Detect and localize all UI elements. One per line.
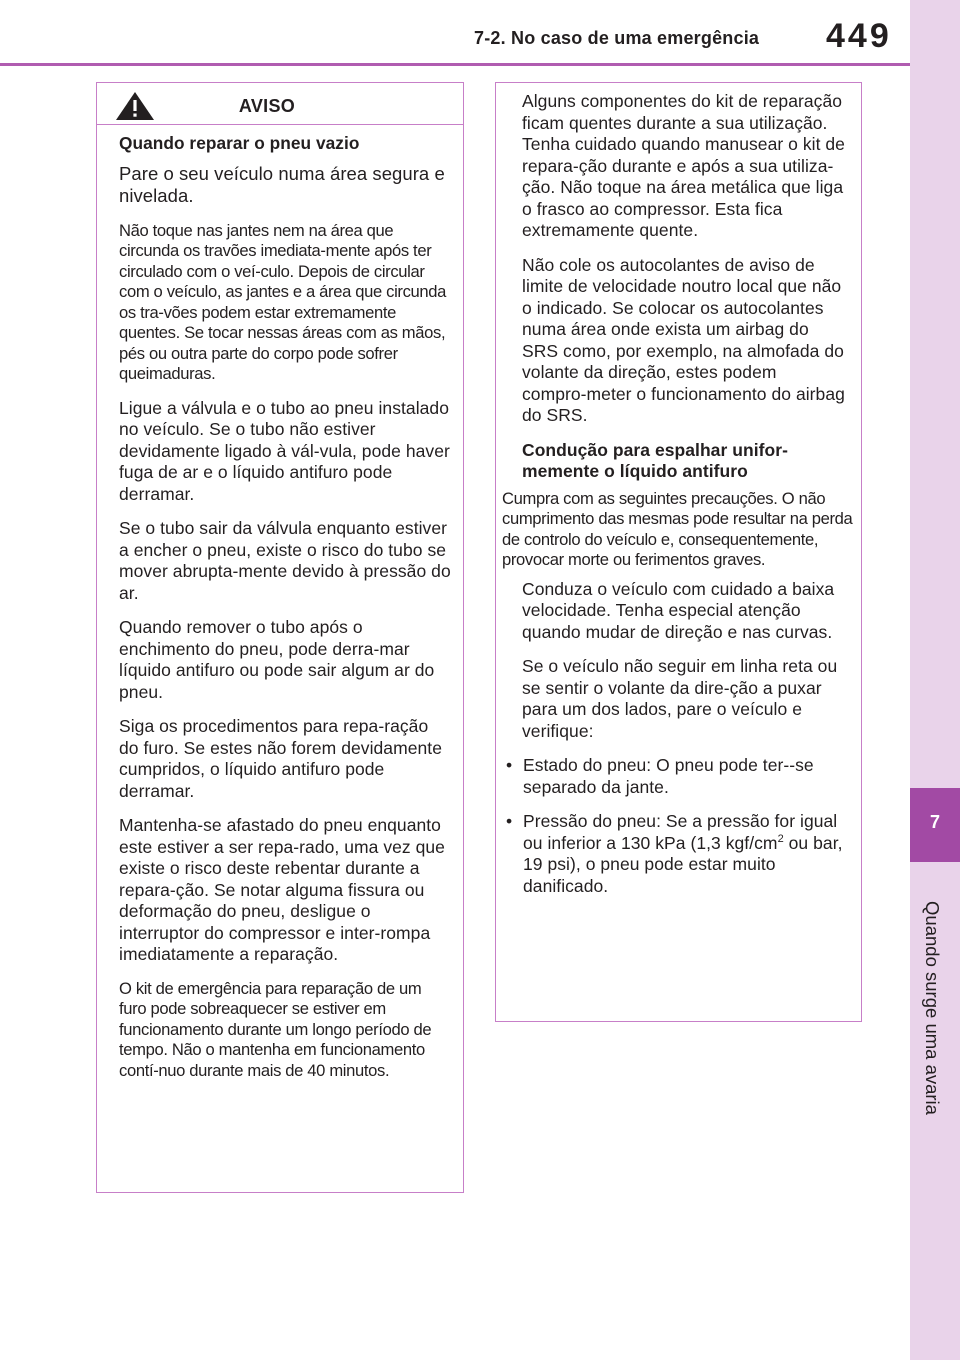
warning-paragraph: Não toque nas jantes nem na área que circunda os travões imediata-mente após ter circulado com o veí-culo. Depois de circular com o veículo, as jantes e a área que circunda os tra-vões podem estar extremamente quentes. Se tocar nessas áreas com as mãos, pés ou outra parte do corpo pode sofrer queimaduras.: [119, 220, 447, 383]
warning-paragraph: Se o tubo sair da válvula enquanto estiver a encher o pneu, existe o risco do tubo se mover abrupta-mente devido à pressão do ar.: [119, 518, 451, 603]
warning-box-continued: [495, 82, 862, 1022]
page-number: 449: [826, 17, 892, 55]
bullet-text: Pressão do pneu: Se a pressão for igual ou inferior a 130 kPa (1,3 kgf/cm: [523, 811, 838, 853]
bullet-item: [496, 811, 861, 897]
warning-header: [97, 83, 463, 125]
warning-paragraph: Pare o seu veículo numa área segura e nivelada.: [119, 162, 445, 206]
chapter-number: 7: [929, 812, 940, 832]
driving-paragraph: Se o veículo não seguir em linha reta ou se sentir o volante da dire-ção a puxar para um dos lados, pare o veículo e verifique:: [522, 656, 838, 741]
warning-box: [96, 82, 464, 1193]
warning-triangle-icon: [115, 91, 155, 121]
section-title: 7-2. No caso de uma emergência: [474, 28, 760, 48]
warning-paragraph: Mantenha-se afastado do pneu enquanto este estiver a ser repa-rado, uma vez que existe o risco deste rebentar durante a repara-ção. Se notar alguma fissura ou deformação do pneu, desligue o interruptor do compressor e inter-rompa imediatamente a reparação.: [119, 815, 445, 964]
header-rule: [0, 63, 910, 66]
page-header: [0, 0, 960, 68]
continued-paragraph: Não cole os autocolantes de aviso de limite de velocidade noutro local que não o indicado. Se colocar os autocolantes numa área onde exista um airbag do SRS como, por exemplo, na almofada do volante da direção, estes podem compro-meter o funcionamento do airbag do SRS.: [522, 254, 845, 425]
continued-paragraph: Alguns componentes do kit de reparação ficam quentes durante a sua utilização. Tenha cuidado quando manusear o kit de repara-ção durante e após a sua utiliza-ção. Não toque na área metálica que liga o frasco ao compressor. Esta fica extremamente quente.: [522, 91, 845, 240]
bullet-text: Estado do pneu: O pneu pode ter--se separado da jante.: [523, 755, 814, 797]
chapter-tab: [910, 788, 960, 862]
driving-intro: Cumpra com as seguintes precauções. O não cumprimento das mesmas pode resultar na perda de controlo do veículo e, consequentemente, provocar morte ou ferimentos graves.: [502, 488, 853, 569]
warning-body: [119, 133, 451, 1094]
warning-label: AVISO: [238, 96, 296, 116]
warning-paragraph: Ligue a válvula e o tubo ao pneu instalado no veículo. Se o tubo não estiver devidamente ligado à vál-vula, pode haver fuga de ar e o líquido antifuro pode derramar.: [119, 397, 450, 504]
driving-subtitle: Condução para espalhar unifor-memente o líquido antifuro: [522, 439, 788, 481]
chapter-title: Quando surge uma avaria: [922, 901, 943, 1115]
warning-paragraph: Siga os procedimentos para repa-ração do furo. Se estes não forem devidamente cumpridos, o líquido antifuro pode derramar.: [119, 716, 442, 801]
superscript: 2: [777, 832, 784, 845]
bullet-mark: •: [506, 811, 513, 831]
warning-paragraph: Quando remover o tubo após o enchimento do pneu, pode derra-mar líquido antifuro ou pode sair algum ar do pneu.: [119, 617, 435, 702]
driving-paragraph: Conduza o veículo com cuidado a baixa velocidade. Tenha especial atenção quando mudar de direção e nas curvas.: [522, 578, 835, 642]
bullet-text: ou bar, 19 psi), o pneu pode estar muito danificado.: [523, 832, 843, 896]
bullet-mark: •: [506, 755, 513, 775]
bullet-item: [496, 755, 861, 798]
warning-subtitle: Quando reparar o pneu vazio: [119, 133, 360, 153]
warning-paragraph: O kit de emergência para reparação de um furo pode sobreaquecer se estiver em funcionamento durante um longo período de tempo. Não o mantenha em funcionamento contí-nuo durante mais de 40 minutos.: [119, 978, 432, 1080]
continued-body: [496, 91, 861, 910]
